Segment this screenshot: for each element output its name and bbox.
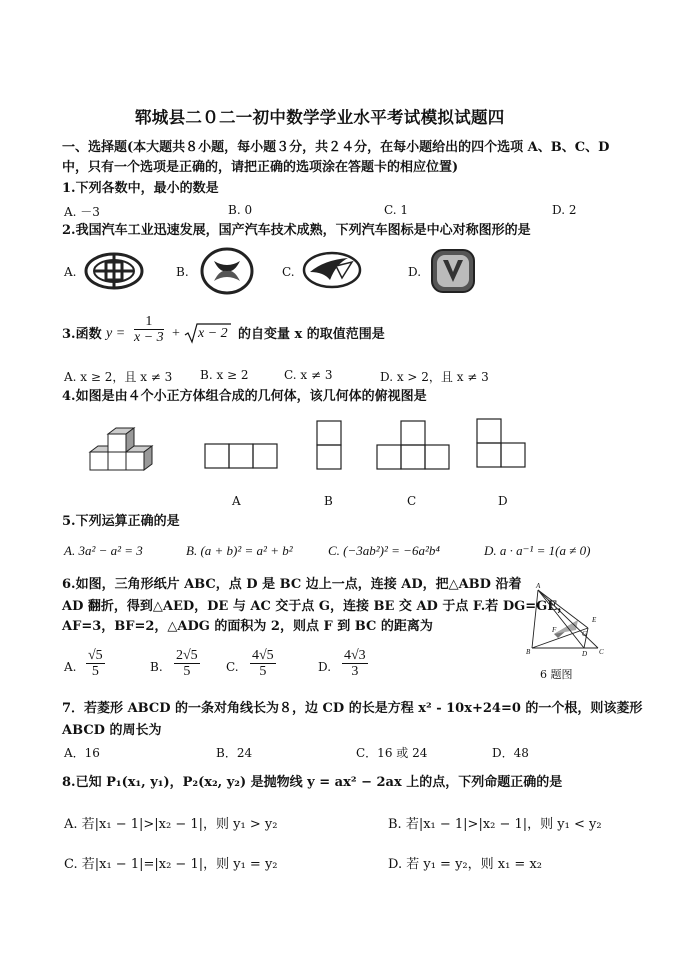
q6-option-b-label: B. (150, 660, 163, 674)
q1-option-d: D. 2 (552, 203, 577, 217)
q1-option-b: B. 0 (228, 203, 253, 217)
q7-option-b: B．24 (216, 746, 253, 760)
q3-func-lhs: y = (106, 326, 126, 341)
q4-option-c-figure (376, 420, 454, 470)
q4-label-b: B (324, 494, 333, 508)
q2-label-a: A. (64, 265, 77, 279)
q8-option-d: D. 若 y₁ = y₂，则 x₁ = x₂ (388, 857, 543, 872)
q3-suffix: 的自变量 x 的取值范围是 (238, 327, 385, 342)
q6-option-b-num: 2√5 (176, 648, 198, 663)
q5-option-b: B. (a + b)² = a² + b² (186, 543, 293, 558)
q2-label-d: D. (408, 265, 422, 279)
q6-point-f: F (552, 626, 557, 634)
q5-stem: 5.下列运算正确的是 (62, 514, 180, 529)
q6-option-d-frac (342, 648, 368, 679)
q4-option-b-figure (316, 420, 344, 470)
q2-label-c: C. (282, 265, 295, 279)
q4-option-d-figure (476, 418, 530, 468)
q4-label-c: C (407, 494, 417, 508)
q6-option-a-den: 5 (91, 664, 99, 679)
q3-option-a: A. x ≥ 2，且 x ≠ 3 (64, 370, 173, 384)
q6-option-b-den: 5 (183, 664, 191, 679)
q8-option-c: C. 若|x₁ − 1|=|x₂ − 1|，则 y₁ = y₂ (64, 857, 278, 872)
q6-option-a-num: √5 (88, 648, 103, 663)
q6-line1: 6.如图，三角形纸片 ABC，点 D 是 BC 边上一点，连接 AD，把△ABD 沿着 (62, 577, 522, 592)
q6-triangle-figure (526, 582, 610, 658)
car-logo-b-icon (200, 247, 254, 295)
q8-stem: 8.已知 P₁(x₁, y₁)，P₂(x₂, y₂) 是抛物线 y = ax² − 2ax 上的点，下列命题正确的是 (62, 775, 563, 790)
q4-label-a: A (232, 494, 241, 508)
q6-option-a-label: A. (64, 660, 77, 674)
q8-option-a: A. 若|x₁ − 1|>|x₂ − 1|，则 y₁ > y₂ (64, 817, 278, 832)
q6-point-a: A (536, 582, 541, 590)
q3-sqrt-arg: x − 2 (198, 326, 228, 341)
q3-option-d: D. x > 2，且 x ≠ 3 (380, 370, 489, 384)
page-title: 郓城县二０二一初中数学学业水平考试模拟试题四 (135, 108, 505, 127)
q7-option-a: A．16 (64, 746, 100, 760)
car-logo-a-icon (84, 251, 144, 291)
q6-option-d-label: D. (318, 660, 332, 674)
q4-solid-figure (84, 422, 164, 476)
q6-line2: AD 翻折，得到△AED，DE 与 AC 交于点 G，连接 BE 交 AD 于点 F.若 DG=GE， (62, 599, 571, 614)
q2-label-b: B. (176, 265, 189, 279)
section-header-line1: 一、选择题(本大题共８小题，每小题３分，共２４分，在每小题给出的四个选项 A、B、C、D (62, 140, 610, 155)
q8-option-b: B. 若|x₁ − 1|>|x₂ − 1|，则 y₁ < y₂ (388, 817, 602, 832)
q3-plus: + (172, 326, 180, 341)
q6-option-c-num: 4√5 (252, 648, 274, 663)
q6-line3: AF=3，BF=2，△ADG 的面积为 2，则点 F 到 BC 的距离为 (62, 619, 433, 634)
q4-option-a-figure (204, 443, 280, 469)
q6-option-c-den: 5 (259, 664, 267, 679)
q6-option-b-frac (174, 648, 200, 679)
q5-option-a: A. 3a² − a² = 3 (64, 543, 143, 558)
q6-point-g: G (582, 630, 588, 638)
q7-line2: ABCD 的周长为 (62, 723, 162, 738)
q6-option-c-label: C. (226, 660, 239, 674)
q7-option-c: C．16 或 24 (356, 746, 428, 760)
q3-prefix: 3.函数 (62, 327, 102, 342)
q6-point-e: E (592, 616, 597, 624)
q3-option-c: C. x ≠ 3 (284, 368, 333, 382)
q6-option-c-frac (250, 648, 276, 679)
q4-stem: 4.如图是由４个小正方体组合成的几何体，该几何体的俯视图是 (62, 389, 427, 404)
q6-point-c: C (599, 648, 604, 656)
q6-point-d: D (582, 650, 588, 658)
q7-option-d: D．48 (492, 746, 529, 760)
q5-option-d: D. a · a⁻¹ = 1(a ≠ 0) (484, 543, 591, 558)
q6-option-d-den: 3 (351, 664, 359, 679)
car-logo-d-icon (430, 248, 476, 294)
q1-stem: 1.下列各数中，最小的数是 (62, 181, 219, 196)
q3-frac-den: x − 3 (134, 330, 164, 345)
q7-line1: 7．若菱形 ABCD 的一条对角线长为８，边 CD 的长是方程 x² - 10x+24=0 的一个根，则该菱形 (62, 701, 643, 716)
q3-option-b: B. x ≥ 2 (200, 368, 249, 382)
q3-fraction (134, 314, 164, 345)
q4-label-d: D (498, 494, 508, 508)
q6-point-b: B (526, 648, 531, 656)
car-logo-c-icon (302, 250, 362, 290)
q1-option-a: A. －3 (64, 205, 100, 219)
q6-option-d-num: 4√3 (344, 648, 366, 663)
q5-option-c: C. (−3ab²)² = −6a²b⁴ (328, 543, 440, 558)
q2-stem: 2.我国汽车工业迅速发展，国产汽车技术成熟，下列汽车图标是中心对称图形的是 (62, 223, 531, 238)
q3-frac-num: 1 (134, 314, 164, 330)
q1-option-c: C. 1 (384, 203, 409, 217)
section-header-line2: 中，只有一个选项是正确的，请把正确的选项涂在答题卡的相应位置) (62, 160, 459, 175)
q6-option-a-frac (86, 648, 105, 679)
q6-figure-caption: 6 题图 (540, 668, 573, 681)
